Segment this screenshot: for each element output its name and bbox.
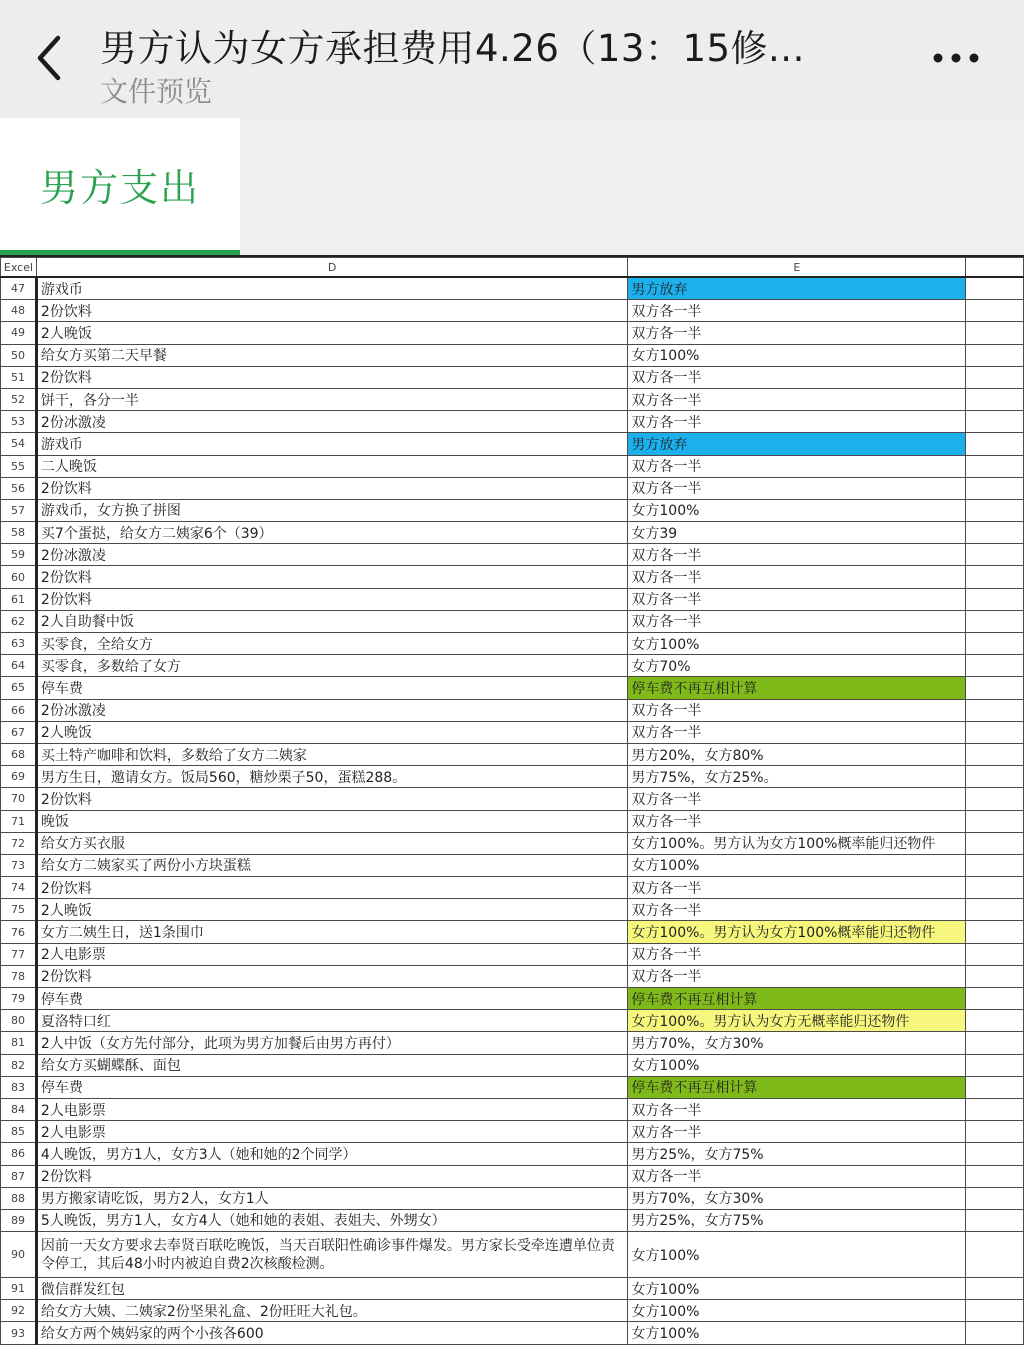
cell-allocation[interactable]: 男方70%，女方30%	[628, 1187, 966, 1209]
row-number[interactable]: 69	[1, 766, 37, 788]
row-number[interactable]: 77	[1, 943, 37, 965]
row-number[interactable]: 67	[1, 721, 37, 743]
row-number[interactable]: 92	[1, 1300, 37, 1322]
cell-allocation[interactable]: 停车费不再互相计算	[628, 677, 966, 699]
cell-item[interactable]: 2份饮料	[36, 1165, 627, 1187]
row-number[interactable]: 52	[1, 388, 37, 410]
cell-allocation[interactable]: 停车费不再互相计算	[628, 1076, 966, 1098]
cell-item[interactable]: 2人电影票	[36, 1121, 627, 1143]
cell-item[interactable]: 给女方二姨家买了两份小方块蛋糕	[36, 854, 627, 876]
row-number[interactable]: 65	[1, 677, 37, 699]
cell-allocation[interactable]: 男方放弃	[628, 433, 966, 455]
table-row	[1, 366, 1024, 388]
cell-item[interactable]: 微信群发红包	[36, 1278, 627, 1300]
cell-empty[interactable]	[966, 1300, 1024, 1322]
cell-empty[interactable]	[966, 699, 1024, 721]
cell-item[interactable]: 夏洛特口红	[36, 1010, 627, 1032]
cell-empty[interactable]	[966, 1076, 1024, 1098]
row-number[interactable]: 70	[1, 788, 37, 810]
cell-allocation[interactable]: 双方各一半	[628, 566, 966, 588]
cell-empty[interactable]	[966, 677, 1024, 699]
table-row	[1, 943, 1024, 965]
cell-empty[interactable]	[966, 344, 1024, 366]
cell-allocation[interactable]: 女方100%	[628, 1322, 966, 1344]
cell-empty[interactable]	[966, 877, 1024, 899]
row-number[interactable]: 66	[1, 699, 37, 721]
cell-allocation[interactable]: 女方100%	[628, 1054, 966, 1076]
row-number[interactable]: 64	[1, 655, 37, 677]
cell-empty[interactable]	[966, 366, 1024, 388]
cell-empty[interactable]	[966, 854, 1024, 876]
cell-empty[interactable]	[966, 522, 1024, 544]
cell-empty[interactable]	[966, 277, 1024, 300]
cell-empty[interactable]	[966, 300, 1024, 322]
row-number[interactable]: 55	[1, 455, 37, 477]
row-number[interactable]: 53	[1, 411, 37, 433]
table-row	[1, 1165, 1024, 1187]
cell-allocation[interactable]: 双方各一半	[628, 588, 966, 610]
cell-empty[interactable]	[966, 1143, 1024, 1165]
cell-allocation[interactable]: 双方各一半	[628, 366, 966, 388]
table-row	[1, 499, 1024, 521]
cell-allocation[interactable]: 男方70%，女方30%	[628, 1032, 966, 1054]
table-row	[1, 832, 1024, 854]
row-number[interactable]: 87	[1, 1165, 37, 1187]
cell-allocation[interactable]: 女方100%。男方认为女方100%概率能归还物件	[628, 921, 966, 943]
cell-item[interactable]: 买7个蛋挞，给女方二姨家6个（39）	[36, 522, 627, 544]
table-row	[1, 1076, 1024, 1098]
cell-item[interactable]: 男方搬家请吃饭，男方2人，女方1人	[36, 1187, 627, 1209]
cell-empty[interactable]	[966, 988, 1024, 1010]
cell-item[interactable]: 5人晚饭，男方1人，女方4人（她和她的表姐、表姐夫、外甥女）	[36, 1209, 627, 1231]
cell-empty[interactable]	[966, 566, 1024, 588]
row-number[interactable]: 78	[1, 965, 37, 987]
cell-empty[interactable]	[966, 921, 1024, 943]
cell-allocation[interactable]: 女方100%	[628, 1300, 966, 1322]
cell-item[interactable]: 游戏币，女方换了拼图	[36, 499, 627, 521]
cell-item[interactable]: 停车费	[36, 1076, 627, 1098]
cell-allocation[interactable]: 双方各一半	[628, 300, 966, 322]
table-row	[1, 610, 1024, 632]
table-row	[1, 1278, 1024, 1300]
cell-item[interactable]: 给女方两个姨妈家的两个小孩各600	[36, 1322, 627, 1344]
table-row	[1, 1121, 1024, 1143]
table-row	[1, 988, 1024, 1010]
cell-allocation[interactable]: 女方100%	[628, 1232, 966, 1278]
table-row	[1, 965, 1024, 987]
table-row	[1, 633, 1024, 655]
row-number[interactable]: 79	[1, 988, 37, 1010]
file-title: 男方认为女方承担费用4.26（13：15修...	[100, 27, 805, 70]
cell-allocation[interactable]: 男方75%，女方25%。	[628, 766, 966, 788]
cell-item[interactable]: 买零食，全给女方	[36, 633, 627, 655]
spreadsheet-grid	[0, 257, 1024, 1345]
cell-item[interactable]: 2份冰激凌	[36, 544, 627, 566]
spreadsheet-view[interactable]	[0, 255, 1024, 1365]
cell-item[interactable]: 给女方买蝴蝶酥、面包	[36, 1054, 627, 1076]
sheet-tab-bar	[0, 118, 1024, 255]
row-number[interactable]: 89	[1, 1209, 37, 1231]
cell-item[interactable]: 2份饮料	[36, 788, 627, 810]
cell-item[interactable]: 2人晚饭	[36, 899, 627, 921]
cell-allocation[interactable]: 双方各一半	[628, 965, 966, 987]
app-bar	[0, 0, 1024, 118]
cell-empty[interactable]	[966, 388, 1024, 410]
row-number[interactable]: 71	[1, 810, 37, 832]
cell-item[interactable]: 2人中饭（女方先付部分，此项为男方加餐后由男方再付）	[36, 1032, 627, 1054]
cell-allocation[interactable]: 女方39	[628, 522, 966, 544]
column-header-e[interactable]: E	[628, 258, 966, 278]
row-number[interactable]: 76	[1, 921, 37, 943]
cell-allocation[interactable]: 男方25%，女方75%	[628, 1143, 966, 1165]
cell-item[interactable]: 晚饭	[36, 810, 627, 832]
table-row	[1, 743, 1024, 765]
row-number[interactable]: 59	[1, 544, 37, 566]
table-row	[1, 1143, 1024, 1165]
cell-item[interactable]: 2份冰激凌	[36, 699, 627, 721]
row-number[interactable]: 81	[1, 1032, 37, 1054]
cell-allocation[interactable]: 女方70%	[628, 655, 966, 677]
cell-allocation[interactable]: 双方各一半	[628, 411, 966, 433]
table-row	[1, 810, 1024, 832]
cell-empty[interactable]	[966, 899, 1024, 921]
row-number[interactable]: 47	[1, 277, 37, 300]
cell-allocation[interactable]: 女方100%	[628, 1278, 966, 1300]
row-number[interactable]: 73	[1, 854, 37, 876]
table-row	[1, 433, 1024, 455]
cell-allocation[interactable]: 双方各一半	[628, 388, 966, 410]
cell-empty[interactable]	[966, 455, 1024, 477]
cell-empty[interactable]	[966, 1032, 1024, 1054]
table-row	[1, 721, 1024, 743]
table-row	[1, 921, 1024, 943]
table-row	[1, 677, 1024, 699]
row-number[interactable]: 57	[1, 499, 37, 521]
cell-empty[interactable]	[966, 633, 1024, 655]
table-row	[1, 899, 1024, 921]
table-row	[1, 455, 1024, 477]
cell-item[interactable]: 2份饮料	[36, 300, 627, 322]
cell-item[interactable]: 男方生日，邀请女方。饭局560，糖炒栗子50，蛋糕288。	[36, 766, 627, 788]
cell-allocation[interactable]: 双方各一半	[628, 610, 966, 632]
cell-empty[interactable]	[966, 743, 1024, 765]
cell-item[interactable]: 2人晚饭	[36, 322, 627, 344]
cell-empty[interactable]	[966, 832, 1024, 854]
row-number[interactable]: 68	[1, 743, 37, 765]
row-number[interactable]: 82	[1, 1054, 37, 1076]
row-number[interactable]: 86	[1, 1143, 37, 1165]
table-row	[1, 344, 1024, 366]
cell-item[interactable]: 女方二姨生日，送1条围巾	[36, 921, 627, 943]
table-row	[1, 655, 1024, 677]
column-header-d[interactable]: D	[36, 258, 627, 278]
cell-allocation[interactable]: 双方各一半	[628, 943, 966, 965]
cell-item[interactable]: 给女方买衣服	[36, 832, 627, 854]
cell-item[interactable]: 2份饮料	[36, 965, 627, 987]
row-number[interactable]: 63	[1, 633, 37, 655]
cell-item[interactable]: 2人电影票	[36, 1098, 627, 1120]
row-number[interactable]: 88	[1, 1187, 37, 1209]
cell-item[interactable]: 2份饮料	[36, 877, 627, 899]
cell-allocation[interactable]: 女方100%	[628, 499, 966, 521]
cell-allocation[interactable]: 女方100%	[628, 854, 966, 876]
row-number[interactable]: 61	[1, 588, 37, 610]
cell-allocation[interactable]: 双方各一半	[628, 1098, 966, 1120]
table-row	[1, 877, 1024, 899]
table-row	[1, 854, 1024, 876]
table-row	[1, 1209, 1024, 1231]
cell-allocation[interactable]: 双方各一半	[628, 721, 966, 743]
cell-item[interactable]: 停车费	[36, 677, 627, 699]
cell-allocation[interactable]: 双方各一半	[628, 788, 966, 810]
cell-empty[interactable]	[966, 1322, 1024, 1344]
row-number[interactable]: 48	[1, 300, 37, 322]
row-number[interactable]: 50	[1, 344, 37, 366]
row-number[interactable]: 60	[1, 566, 37, 588]
cell-allocation[interactable]: 男方20%，女方80%	[628, 743, 966, 765]
table-row	[1, 1032, 1024, 1054]
table-row	[1, 411, 1024, 433]
cell-item[interactable]: 2人晚饭	[36, 721, 627, 743]
cell-item[interactable]: 饼干，各分一半	[36, 388, 627, 410]
table-row	[1, 1322, 1024, 1344]
cell-empty[interactable]	[966, 610, 1024, 632]
tab-male-expenses[interactable]	[0, 118, 240, 255]
row-number[interactable]: 83	[1, 1076, 37, 1098]
row-number[interactable]: 85	[1, 1121, 37, 1143]
column-header-row	[1, 258, 1024, 278]
cell-allocation[interactable]: 双方各一半	[628, 877, 966, 899]
cell-item[interactable]: 游戏币	[36, 433, 627, 455]
table-row	[1, 388, 1024, 410]
cell-empty[interactable]	[966, 965, 1024, 987]
cell-allocation[interactable]: 双方各一半	[628, 455, 966, 477]
cell-item[interactable]: 2人自助餐中饭	[36, 610, 627, 632]
cell-item[interactable]: 买土特产咖啡和饮料，多数给了女方二姨家	[36, 743, 627, 765]
cell-item[interactable]: 停车费	[36, 988, 627, 1010]
cell-empty[interactable]	[966, 943, 1024, 965]
cell-item[interactable]: 买零食，多数给了女方	[36, 655, 627, 677]
cell-allocation[interactable]: 双方各一半	[628, 477, 966, 499]
cell-empty[interactable]	[966, 1278, 1024, 1300]
cell-empty[interactable]	[966, 477, 1024, 499]
cell-allocation[interactable]: 双方各一半	[628, 899, 966, 921]
tab-label: 男方支出	[39, 165, 200, 210]
cell-empty[interactable]	[966, 588, 1024, 610]
table-row	[1, 1054, 1024, 1076]
cell-allocation[interactable]: 双方各一半	[628, 699, 966, 721]
cell-allocation[interactable]: 停车费不再互相计算	[628, 988, 966, 1010]
cell-empty[interactable]	[966, 810, 1024, 832]
cell-item[interactable]: 二人晚饭	[36, 455, 627, 477]
table-row	[1, 522, 1024, 544]
file-subtitle: 文件预览	[100, 75, 213, 108]
cell-empty[interactable]	[966, 544, 1024, 566]
row-number[interactable]: 90	[1, 1232, 37, 1278]
back-arrow-icon[interactable]	[30, 30, 70, 86]
cell-empty[interactable]	[966, 1010, 1024, 1032]
table-row	[1, 1010, 1024, 1032]
cell-item[interactable]: 2人电影票	[36, 943, 627, 965]
cell-item[interactable]: 游戏币	[36, 277, 627, 300]
cell-allocation[interactable]: 男方25%，女方75%	[628, 1209, 966, 1231]
cell-allocation[interactable]: 女方100%	[628, 344, 966, 366]
cell-empty[interactable]	[966, 411, 1024, 433]
cell-allocation[interactable]: 双方各一半	[628, 322, 966, 344]
cell-empty[interactable]	[966, 1054, 1024, 1076]
row-number[interactable]: 75	[1, 899, 37, 921]
table-row	[1, 300, 1024, 322]
cell-item[interactable]: 因前一天女方要求去奉贤百联吃晚饭，当天百联阳性确诊事件爆发。男方家长受牵连遭单位责令停工，其后48小时内被迫自费2次核酸检测。	[36, 1232, 627, 1278]
table-row	[1, 544, 1024, 566]
row-number[interactable]: 91	[1, 1278, 37, 1300]
table-row	[1, 1187, 1024, 1209]
cell-empty[interactable]	[966, 655, 1024, 677]
cell-item[interactable]: 2份饮料	[36, 366, 627, 388]
row-number[interactable]: 58	[1, 522, 37, 544]
column-header-f[interactable]	[966, 258, 1024, 278]
row-number[interactable]: 80	[1, 1010, 37, 1032]
row-number[interactable]: 84	[1, 1098, 37, 1120]
cell-empty[interactable]	[966, 1232, 1024, 1278]
corner-cell: Excel	[1, 258, 37, 278]
row-number[interactable]: 51	[1, 366, 37, 388]
cell-empty[interactable]	[966, 322, 1024, 344]
more-options-icon[interactable]	[928, 46, 984, 70]
cell-allocation[interactable]: 女方100%。男方认为女方无概率能归还物件	[628, 1010, 966, 1032]
cell-item[interactable]: 2份饮料	[36, 588, 627, 610]
row-number[interactable]: 62	[1, 610, 37, 632]
cell-item[interactable]: 给女方买第二天早餐	[36, 344, 627, 366]
cell-empty[interactable]	[966, 788, 1024, 810]
table-row	[1, 1232, 1024, 1278]
cell-item[interactable]: 2份饮料	[36, 566, 627, 588]
row-number[interactable]: 56	[1, 477, 37, 499]
cell-allocation[interactable]: 女方100%	[628, 633, 966, 655]
table-row	[1, 277, 1024, 300]
cell-allocation[interactable]: 双方各一半	[628, 1121, 966, 1143]
cell-allocation[interactable]: 双方各一半	[628, 810, 966, 832]
cell-allocation[interactable]: 双方各一半	[628, 1165, 966, 1187]
cell-empty[interactable]	[966, 433, 1024, 455]
cell-allocation[interactable]: 女方100%。男方认为女方100%概率能归还物件	[628, 832, 966, 854]
cell-empty[interactable]	[966, 766, 1024, 788]
row-number[interactable]: 54	[1, 433, 37, 455]
table-row	[1, 788, 1024, 810]
cell-item[interactable]: 4人晚饭，男方1人，女方3人（她和她的2个同学）	[36, 1143, 627, 1165]
cell-empty[interactable]	[966, 1165, 1024, 1187]
table-row	[1, 477, 1024, 499]
cell-allocation[interactable]: 双方各一半	[628, 544, 966, 566]
table-row	[1, 322, 1024, 344]
table-row	[1, 699, 1024, 721]
cell-item[interactable]: 2份饮料	[36, 477, 627, 499]
cell-allocation[interactable]: 男方放弃	[628, 277, 966, 300]
row-number[interactable]: 49	[1, 322, 37, 344]
cell-item[interactable]: 给女方大姨、二姨家2份坚果礼盒、2份旺旺大礼包。	[36, 1300, 627, 1322]
row-number[interactable]: 74	[1, 877, 37, 899]
table-row	[1, 766, 1024, 788]
row-number[interactable]: 93	[1, 1322, 37, 1344]
cell-empty[interactable]	[966, 1209, 1024, 1231]
table-row	[1, 566, 1024, 588]
cell-empty[interactable]	[966, 1187, 1024, 1209]
cell-empty[interactable]	[966, 1121, 1024, 1143]
row-number[interactable]: 72	[1, 832, 37, 854]
table-row	[1, 588, 1024, 610]
table-row	[1, 1300, 1024, 1322]
cell-empty[interactable]	[966, 499, 1024, 521]
cell-empty[interactable]	[966, 1098, 1024, 1120]
table-row	[1, 1098, 1024, 1120]
cell-empty[interactable]	[966, 721, 1024, 743]
cell-item[interactable]: 2份冰激凌	[36, 411, 627, 433]
